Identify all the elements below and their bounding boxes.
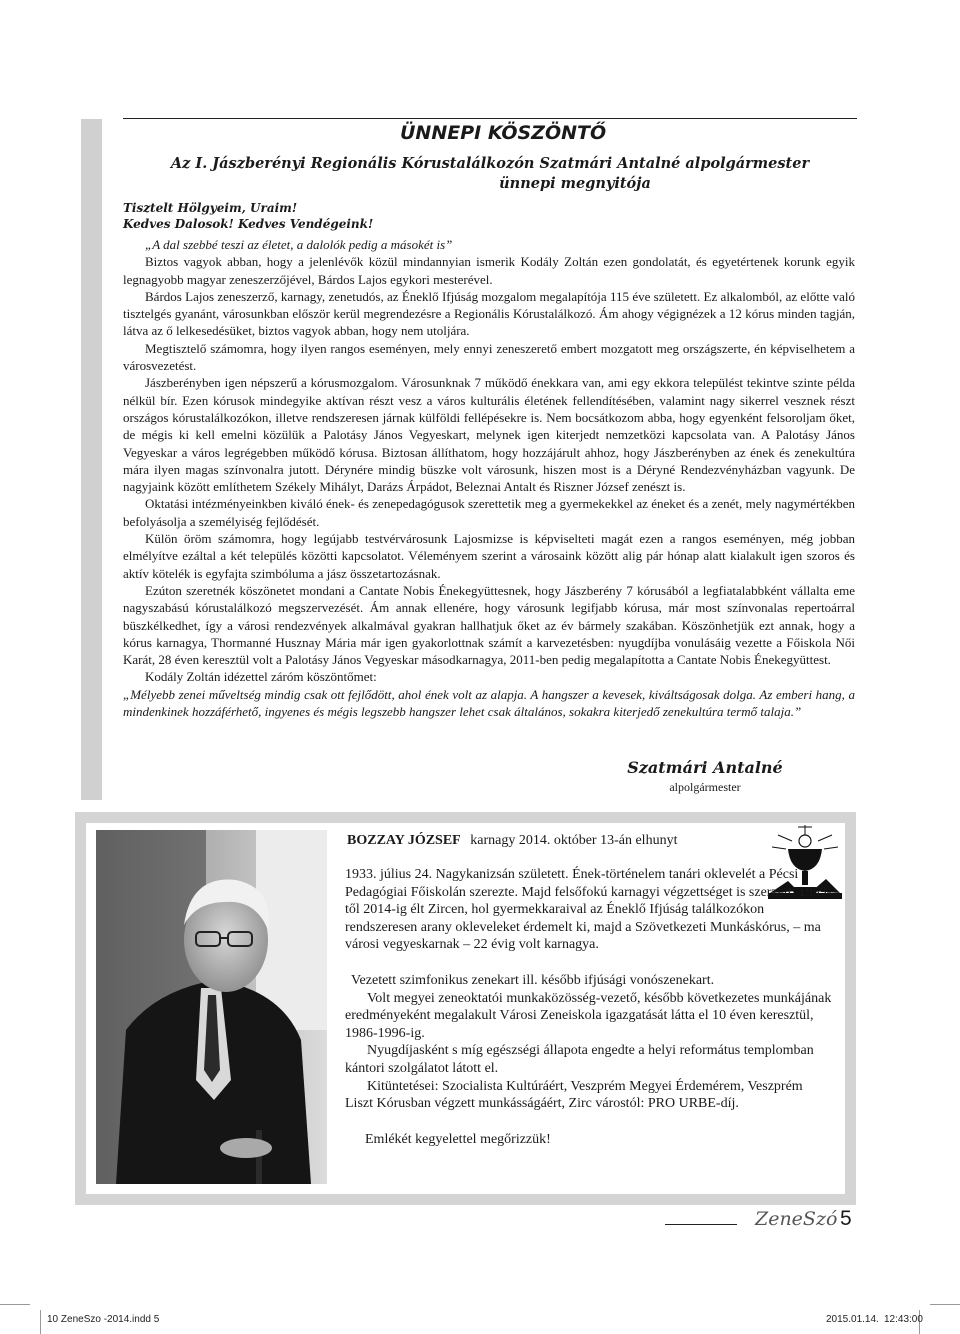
crop-mark (40, 1310, 41, 1334)
paragraph: Kodály Zoltán idézettel záróm köszöntőmet: (145, 669, 377, 685)
left-margin-bar (81, 119, 102, 800)
paragraph: Biztos vagyok abban, hogy a jelenlévők közül mindannyian ismerik Kodály Zoltán ezen gondolatát, és egyetértenek korunk egyik legnagyobb magyar zeneszerzőjével, Bárdos Lajos egykori mesterével. (123, 254, 855, 287)
greeting-line-1: Tisztelt Hölgyeim, Uraim! (123, 201, 298, 215)
subtitle-line-1: Az I. Jászberényi Regionális Kórustalálkozón Szatmári Antalné alpolgármester (170, 155, 810, 172)
obituary-paragraph: Vezetett szimfonikus zenekart ill. később ifjúsági vonószenekart. (351, 972, 715, 988)
crop-mark (930, 1304, 960, 1305)
header-rule (123, 118, 857, 119)
paragraph: Ezúton szeretnék köszönetet mondani a Cantate Nobis Énekegyüttesnek, hogy Jászberény 7 kórusából a legfiatalabbként vállalta eme nagyszabású kórustalálkozó megszervezését. Ám annak ellenére, hogy városunk legifjabb kórusa, már most színvonalas repertoárral büszkélkedhet, így a városi rendezvények alkalmával gyakran hallhatjuk őket az év bármely szakában. Köszönhetjük ezt annak, hogy a kórus karnagya, Thormanné Husznay Mária már igen gyakorlottnak számít a karvezetésben: nyugdíjba vonulásáig vezette a Főiskola Női Karát, 28 éven keresztül volt a Palotásy János Vegyeskar másodkarnagya, 2011-ben pedig megalapította a Cantate Nobis Énekegyüttest. (123, 582, 855, 668)
obituary-headline (347, 833, 677, 849)
obituary-headline-rest: karnagy 2014. október 13-án elhunyt (470, 833, 678, 848)
subtitle-line-2: ünnepi megnyitója (499, 175, 651, 192)
portrait-photo (96, 830, 327, 1184)
article-body (123, 236, 855, 720)
obituary-paragraph: Nyugdíjasként s míg egészségi állapota engedte a helyi református templomban kántori szolgálatot látott el. (345, 1043, 814, 1076)
page-number: 5 (840, 1207, 852, 1230)
obituary-paragraph: 1933. július 24. Nagykanizsán született. Ének-történelem tanári oklevelét a Pécsi Pedagógiai Főiskolán szerezte. Majd felsőfokú karnagyi végzettséget is szerzett. 1959-től 2014-ig élt Zircen, hol gyermekkaraival az Éneklő Ifjúság találkozókon rendszeresen arany okleveleket érdemelt ki, majd a Szövetkezeti Munkáskórus, – ma városi vegyeskarnak – 22 évig volt karnagya. (345, 867, 832, 953)
obituary-paragraph: Kitüntetései: Szocialista Kultúráért, Veszprém Megyei Érdemérem, Veszprém Liszt Kórusban végzett munkásságáért, Zirc várostól: PRO URBE-díj. (345, 1078, 803, 1112)
paragraph: Oktatási intézményeinkben kiváló ének- és zenepedagógusok szerettetik meg a gyermekekkel az éneket és a zenét, mely nagymértékben befolyásolja a személyiség fejlődését. (123, 496, 855, 529)
obituary-body (345, 866, 833, 1148)
portrait-photo-drawing (96, 830, 327, 1184)
obituary-paragraph: Volt megyei zeneoktatói munkaközösség-vezető, később következetes munkájának eredményeként megalakult Városi Zeneiskola igazgatását látta el 10 éven keresztül, 1986-1996-ig. (345, 990, 832, 1041)
paragraph: Jászberényben igen népszerű a kórusmozgalom. Városunknak 7 működő énekkara van, ami egy ekkora települést tekintve szinte példa nélkül bír. Ezen kórusok mindegyike aktívan részt vesz a város kulturális életének fellendítésében, valamint nagy sikerrel vesznek részt országos kórustalálkozókon, illetve rendszeresen járnak külföldi fellépésekre is. Nem bocsátkozom abba, hogy egyenként felsoroljam őket, de mégis ki kell emelni közülük a Palotásy János Vegyeskart, melynek igen kiterjedt nemzetközi kapcsolata van. A Palotásy János Vegyeskar a város legrégebben működő kórusa. Biztosan állíthatom, hogy hozzájárult ahhoz, hogy Jászberényben az ének és zenekultúra mára ilyen magas színvonalra jutott. Dérynére mindig büszke volt városunk, hiszen most is a Déryné Rendezvényházban vagyunk. De nagyjaink között említhetem Székely Mihályt, Darázs Árpádot, Beleznai Antalt és Riszner József zenészt is. (123, 375, 855, 495)
slug-filename: 10 ZeneSzo -2014.indd 5 (47, 1314, 160, 1325)
footer-rule (665, 1224, 737, 1225)
obituary-name: BOZZAY JÓZSEF (347, 833, 461, 848)
signature-title: alpolgármester (669, 780, 741, 794)
slug-date: 2015.01.14. (826, 1314, 879, 1325)
epigraph: „A dal szebbé teszi az életet, a dalolók pedig a másokét is” (145, 237, 453, 252)
crop-mark (0, 1304, 30, 1305)
signature-name: Szatmári Antalné (627, 758, 783, 777)
paragraph: Megtisztelő számomra, hogy ilyen rangos eseményen, mely ennyi zeneszerető embert mozgatott meg országszerte, én képviselhetem a városvezetést. (123, 340, 855, 374)
article-subtitle (130, 154, 850, 194)
section-title: ÜNNEPI KÖSZÖNTŐ (400, 122, 607, 144)
slug-time: 12:43:00 (884, 1314, 923, 1325)
greeting (123, 200, 373, 232)
paragraph: Külön öröm számomra, hogy legújabb testvérvárosunk Lajosmizse is képviselteti magát ezen a rangos eseményen, még jobban elmélyítve ezáltal a két település közötti kapcsolatot. Véleményem szerint a városaink között alig pár hónap alatt kialakult igen szoros és aktív kötelék is egyfajta szimbóluma a jász összetartozásnak. (123, 531, 855, 581)
paragraph: Bárdos Lajos zeneszerző, karnagy, zenetudós, az Éneklő Ifjúság mozgalom megalapítója 115 éve született. Ez alkalomból, az előtte való tisztelgés gyanánt, városunkban először kerül megrendezésre a Regionális Kórustalálkozó. Ám ahogy végignézek a 12 kórus minden tagján, látva az ő lelkesedésüket, biztos vagyok abban, hogy nem utoljára. (123, 288, 855, 339)
obituary-closing: Emlékét kegyelettel megőrizzük! (365, 1131, 551, 1147)
kodaly-quote: „Mélyebb zenei műveltség mindig csak ott fejlődött, ahol ének volt az alapja. A hangszer a kevesek, kiváltságosak dolga. Az emberi hang, a mindenkinek hozzáférhető, ingyenes és mégis legszebb hangszer lehet csak általános, sokakra kiterjedő zenekultúra termő talaja.” (123, 686, 855, 720)
footer-brand: ZeneSzó (755, 1208, 838, 1230)
greeting-line-2: Kedves Dalosok! Kedves Vendégeink! (123, 217, 374, 231)
